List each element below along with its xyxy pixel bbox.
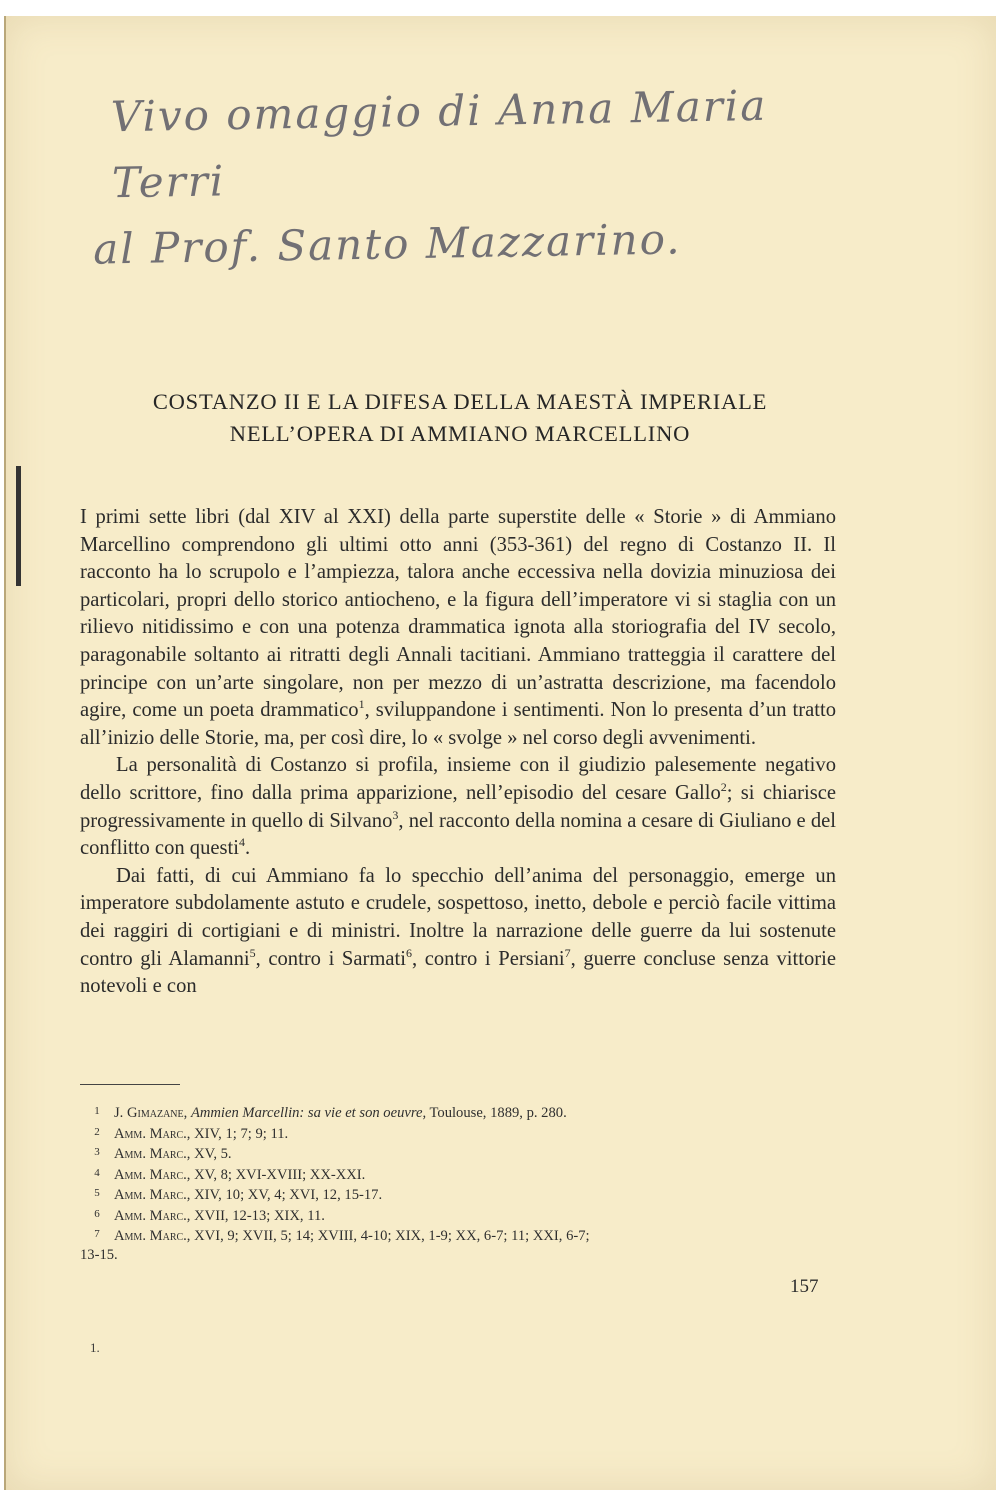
footnote-author: Amm. Marc., [114, 1207, 191, 1224]
footnote-5 [80, 1184, 836, 1205]
footnote-author: Amm. Marc., [114, 1146, 191, 1162]
paragraph-3 [80, 863, 836, 1001]
footnote-ref: 4 [239, 835, 245, 850]
page-number: 157 [790, 1276, 819, 1297]
footnote-6 [80, 1205, 836, 1226]
signature-mark: 1. [90, 1340, 100, 1355]
article-title [80, 386, 840, 450]
footnote-ref: 6 [405, 945, 412, 960]
footnote-ref: 7 [564, 945, 571, 960]
paragraph-text: , contro i Sarmati [255, 947, 406, 970]
footnote-number: 2 [94, 1125, 100, 1138]
footnote-rule [80, 1084, 180, 1085]
handwritten-dedication [92, 72, 833, 283]
paragraph-1 [80, 504, 836, 752]
paragraph-2 [80, 752, 836, 862]
footnotes [80, 1102, 836, 1264]
footnote-7 [80, 1225, 836, 1264]
footnote-ref: 2 [720, 779, 727, 794]
footnote-number: 1 [94, 1105, 100, 1117]
footnote-1 [80, 1102, 836, 1123]
paragraph-text: , guerre concluse senza vittorie notevoli e con [80, 947, 836, 998]
footnote-author: J. Gimazane, [114, 1105, 188, 1121]
footnote-author: Amm. Marc., [114, 1187, 191, 1203]
footnote-number: 4 [94, 1166, 100, 1179]
binding-mark [16, 466, 21, 586]
paragraph-text: Dai fatti, di cui Ammiano fa lo specchio dell’anima del personaggio, emerge un imperatore subdolamente astuto e crudele, sospettoso, inetto, debole e perciò facile vittima dei raggiri di cortigiani e di ministri. Inoltre la narrazione delle guerre da lui sostenute contro gli Alamanni [80, 864, 836, 970]
footnote-3 [80, 1143, 836, 1164]
footnote-text: XV, 8; XVI-XVIII; XX-XXI. [194, 1166, 366, 1183]
footnote-4 [80, 1164, 836, 1185]
paragraph-text: . [245, 837, 251, 860]
footnote-work: Ammien Marcellin: sa vie et son oeuvre, [190, 1105, 427, 1121]
footnote-continuation: 13-15. [80, 1246, 118, 1263]
footnote-author: Amm. Marc., [114, 1166, 191, 1183]
footnote-text: XV, 5. [194, 1146, 232, 1162]
paragraph-text: , contro i Persiani [411, 947, 565, 970]
footnote-number: 6 [94, 1207, 100, 1220]
footnote-author: Amm. Marc., [114, 1125, 191, 1142]
footnote-ref: 5 [249, 945, 256, 960]
footnote-text: XVII, 12-13; XIX, 11. [194, 1207, 325, 1224]
footnote-number: 5 [94, 1187, 100, 1199]
footnote-number: 3 [94, 1146, 100, 1158]
article-body [80, 504, 836, 1001]
footnote-text: Toulouse, 1889, p. 280. [429, 1105, 567, 1121]
footnote-number: 7 [94, 1228, 100, 1240]
dedication-line-1: Vivo omaggio di Anna Maria Terri [110, 80, 768, 208]
paragraph-text: , nel racconto della nomina a cesare di Giuliano e del conflitto con questi [80, 809, 837, 860]
paragraph-text: ; si chiarisce progressivamente in quello di Silvano [80, 781, 836, 832]
footnote-ref: 1 [358, 697, 365, 712]
dedication-line-2: al Prof. Santo Mazzarino. [92, 214, 682, 274]
footnote-text: XIV, 10; XV, 4; XVI, 12, 15-17. [194, 1187, 383, 1203]
paragraph-text: I primi sette libri (dal XIV al XXI) della parte superstite delle « Storie » di Ammiano Marcellino comprendono gli ultimi otto anni (353-361) del regno di Costanzo II. Il racconto ha lo scrupolo e l’ampiezza, talora anche eccessiva nella dovizia minuziosa dei particolari, propri dello storico antiocheno, e la figura dell’imperatore vi si staglia con un rilievo nitidissimo e con una potenza drammatica ignota alla storiografia del IV secolo, paragonabile soltanto ai ritratti degli Annali tacitiani. Ammiano tratteggia il carattere del principe con un’arte singolare, non per mezzo di un’astratta descrizione, ma facendolo agire, come un poeta drammatico [80, 506, 836, 722]
paragraph-text: , sviluppandone i sentimenti. Non lo presenta d’un tratto all’inizio delle Storie, ma, per così dire, lo « svolge » nel corso degli avvenimenti. [80, 699, 836, 749]
footnote-author: Amm. Marc., [114, 1228, 191, 1244]
footnote-text: XVI, 9; XVII, 5; 14; XVIII, 4-10; XIX, 1-9; XX, 6-7; 11; XXI, 6-7; [194, 1228, 590, 1244]
title-line-2: NELL’OPERA DI AMMIANO MARCELLINO [229, 421, 691, 446]
footnote-2 [80, 1123, 836, 1144]
footnote-ref: 3 [392, 807, 399, 822]
paragraph-text: La personalità di Costanzo si profila, insieme con il giudizio palesemente negativo dello scrittore, fino dalla prima apparizione, nell’episodio del cesare Gallo [80, 754, 836, 804]
title-line-1: COSTANZO II E LA DIFESA DELLA MAESTÀ IMPERIALE [152, 389, 768, 414]
footnote-text: XIV, 1; 7; 9; 11. [194, 1125, 289, 1142]
